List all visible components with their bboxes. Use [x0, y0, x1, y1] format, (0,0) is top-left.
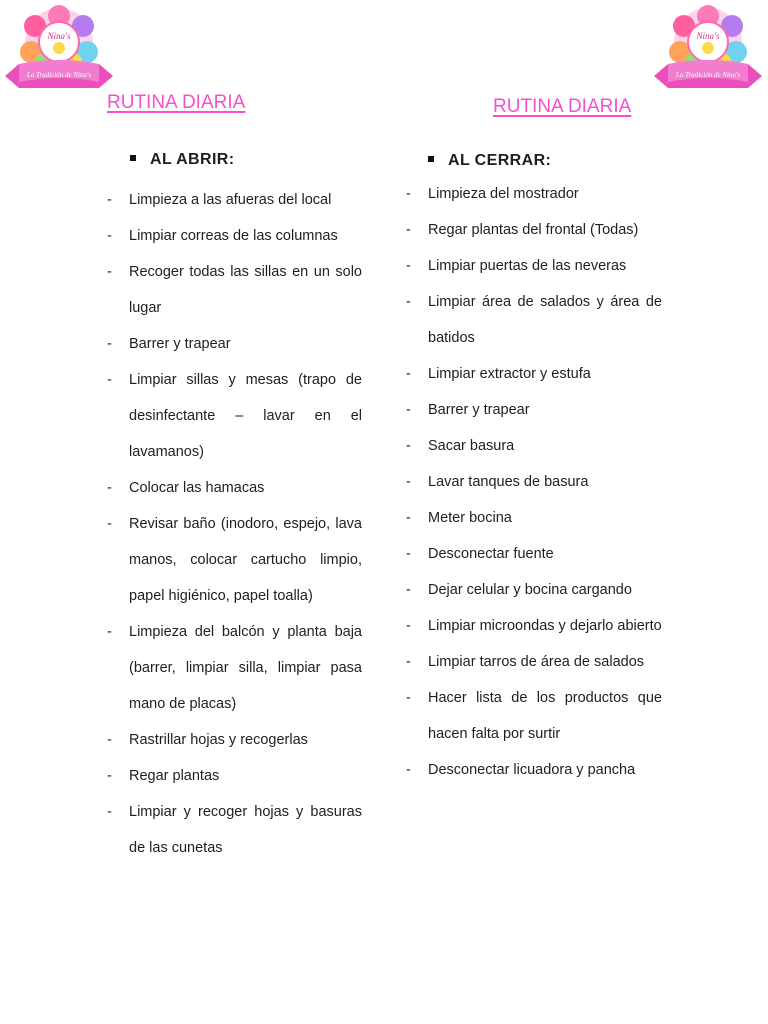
list-item: - Colocar las hamacas: [107, 470, 362, 506]
list-item: - Limpieza a las afueras del local: [107, 182, 362, 218]
list-item: - Rastrillar hojas y recogerlas: [107, 722, 362, 758]
list-item: - Limpiar y recoger hojas y basuras de las cunetas: [107, 794, 362, 866]
list-item: - Limpiar extractor y estufa: [406, 356, 662, 392]
closing-task-list: [406, 176, 662, 788]
svg-text:Nina's: Nina's: [696, 31, 720, 41]
brand-logo-left: [3, 2, 115, 94]
brand-logo-right: [652, 2, 764, 94]
list-item: - Limpiar correas de las columnas: [107, 218, 362, 254]
section-heading-close: AL CERRAR:: [428, 152, 551, 170]
list-item: - Limpiar puertas de las neveras: [406, 248, 662, 284]
list-item: - Limpieza del mostrador: [406, 176, 662, 212]
section-heading-open: AL ABRIR:: [130, 151, 234, 169]
list-item: - Barrer y trapear: [406, 392, 662, 428]
list-item: - Recoger todas las sillas en un solo lugar: [107, 254, 362, 326]
list-item: - Revisar baño (inodoro, espejo, lava manos, colocar cartucho limpio, papel higiénico, papel toalla): [107, 506, 362, 614]
square-bullet-icon: [428, 156, 434, 162]
list-item: - Limpiar sillas y mesas (trapo de desinfectante – lavar en el lavamanos): [107, 362, 362, 470]
list-item: - Limpiar tarros de área de salados: [406, 644, 662, 680]
right-title: RUTINA DIARIA: [493, 96, 632, 117]
opening-task-list: [107, 182, 362, 866]
square-bullet-icon: [130, 155, 136, 161]
list-item: - Desconectar fuente: [406, 536, 662, 572]
list-item: - Desconectar licuadora y pancha: [406, 752, 662, 788]
list-item: - Regar plantas: [107, 758, 362, 794]
svg-text:La Tradición de Nina's: La Tradición de Nina's: [675, 71, 741, 79]
list-item: - Limpieza del balcón y planta baja (barrer, limpiar silla, limpiar pasa mano de placas): [107, 614, 362, 722]
list-item: - Barrer y trapear: [107, 326, 362, 362]
list-item: - Meter bocina: [406, 500, 662, 536]
list-item: - Limpiar área de salados y área de batidos: [406, 284, 662, 356]
list-item: - Sacar basura: [406, 428, 662, 464]
list-item: - Hacer lista de los productos que hacen falta por surtir: [406, 680, 662, 752]
list-item: - Regar plantas del frontal (Todas): [406, 212, 662, 248]
list-item: - Dejar celular y bocina cargando: [406, 572, 662, 608]
svg-text:La Tradición de Nina's: La Tradición de Nina's: [26, 71, 92, 79]
svg-text:Nina's: Nina's: [47, 31, 71, 41]
list-item: - Lavar tanques de basura: [406, 464, 662, 500]
left-title: RUTINA DIARIA: [107, 92, 246, 113]
list-item: - Limpiar microondas y dejarlo abierto: [406, 608, 662, 644]
